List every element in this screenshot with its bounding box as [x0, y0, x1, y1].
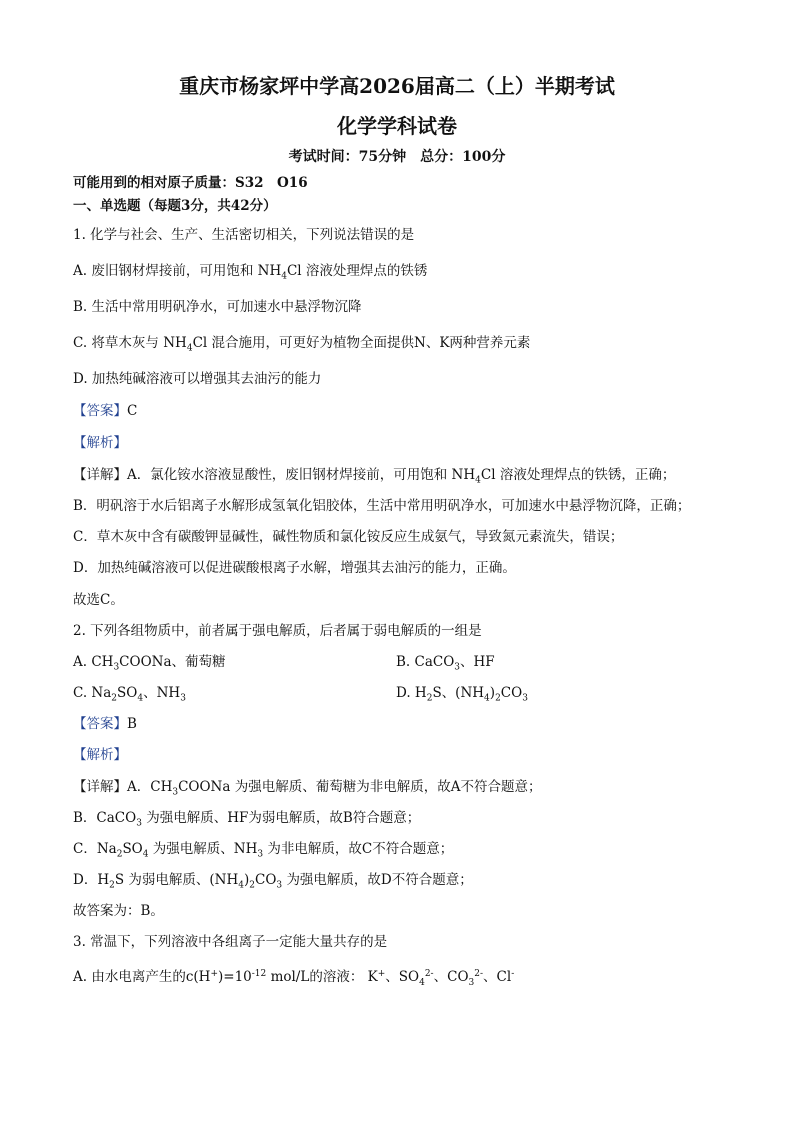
atomic-mass-note: 可能用到的相对原子质量：S32 O16 — [73, 175, 308, 191]
q2-analysis-label: 【解析】 — [73, 747, 127, 763]
q2-conclusion: 故答案为：B。 — [73, 903, 164, 919]
section-heading: 一、单选题（每题3分，共42分） — [73, 198, 277, 214]
q2-stem: 2. 下列各组物质中，前者属于强电解质，后者属于弱电解质的一组是 — [73, 623, 482, 639]
q1-option-c: C. 将草木灰与 $NH_4Cl$ 混合施用，可更好为植物全面提供N、K两种营养元素 — [73, 335, 531, 354]
q1-detail-a: 【详解】A．氯化铵水溶液显酸性，废旧钢材焊接前，可用饱和 $NH_4Cl$ 溶液处理焊点的铁锈，正确； — [73, 467, 676, 486]
exam-info: 考试时间：75分钟 总分：100分 — [288, 149, 506, 165]
q2-option-a: A. $CH_3COONa$、葡萄糖 — [73, 654, 226, 673]
exam-subtitle: 化学学科试卷 — [337, 114, 457, 138]
q1-analysis-label: 【解析】 — [73, 435, 127, 451]
q1-answer: 【答案】C — [73, 403, 138, 419]
q2-option-c: C. $Na_2SO_4$、$NH_3$ — [73, 685, 186, 704]
q1-detail-b: B．明矾溶于水后铝离子水解形成氢氧化铝胶体，生活中常用明矾净水，可加速水中悬浮物沉降，正确； — [73, 498, 691, 514]
q2-option-b: B. CaCO$_3$、HF — [396, 654, 495, 673]
q1-option-b: B. 生活中常用明矾净水，可加速水中悬浮物沉降 — [73, 299, 362, 315]
exam-title: 重庆市杨家坪中学高2026届高二（上）半期考试 — [179, 74, 615, 98]
q2-detail-c: C．$Na_2SO_4$ 为强电解质、$NH_3$ 为非电解质，故C不符合题意； — [73, 841, 454, 860]
q1-option-a: A. 废旧钢材焊接前，可用饱和 $NH_4Cl$ 溶液处理焊点的铁锈 — [73, 263, 428, 282]
q1-detail-c: C．草木灰中含有碳酸钾显碱性，碱性物质和氯化铵反应生成氨气，导致氮元素流失，错误； — [73, 529, 624, 545]
q3-option-a: A. 由水电离产生的$c(H^+)=10^{-12}$ mol/L的溶液： K+、$SO_4^{2-}$、$CO_3^{2-}$、Cl- — [73, 969, 515, 988]
q3-stem: 3. 常温下，下列溶液中各组离子一定能大量共存的是 — [73, 934, 388, 950]
q2-detail-b: B．CaCO$_3$ 为强电解质、HF为弱电解质，故B符合题意； — [73, 810, 421, 829]
q2-detail-d: D．$H_2S$ 为弱电解质、$(NH_4)_2CO_3$ 为强电解质，故D不符合题意； — [73, 872, 473, 891]
q1-detail-d: D．加热纯碱溶液可以促进碳酸根离子水解，增强其去油污的能力，正确。 — [73, 560, 516, 576]
q2-option-d: D. $H_2S$、$(NH_4)_2CO_3$ — [396, 685, 528, 704]
q1-option-d: D. 加热纯碱溶液可以增强其去油污的能力 — [73, 371, 322, 387]
q2-detail-a: 【详解】A．$CH_3COONa$ 为强电解质、葡萄糖为非电解质，故A不符合题意； — [73, 779, 542, 798]
q2-answer: 【答案】B — [73, 716, 137, 732]
q1-conclusion: 故选C。 — [73, 592, 124, 608]
q1-stem: 1. 化学与社会、生产、生活密切相关，下列说法错误的是 — [73, 227, 415, 243]
